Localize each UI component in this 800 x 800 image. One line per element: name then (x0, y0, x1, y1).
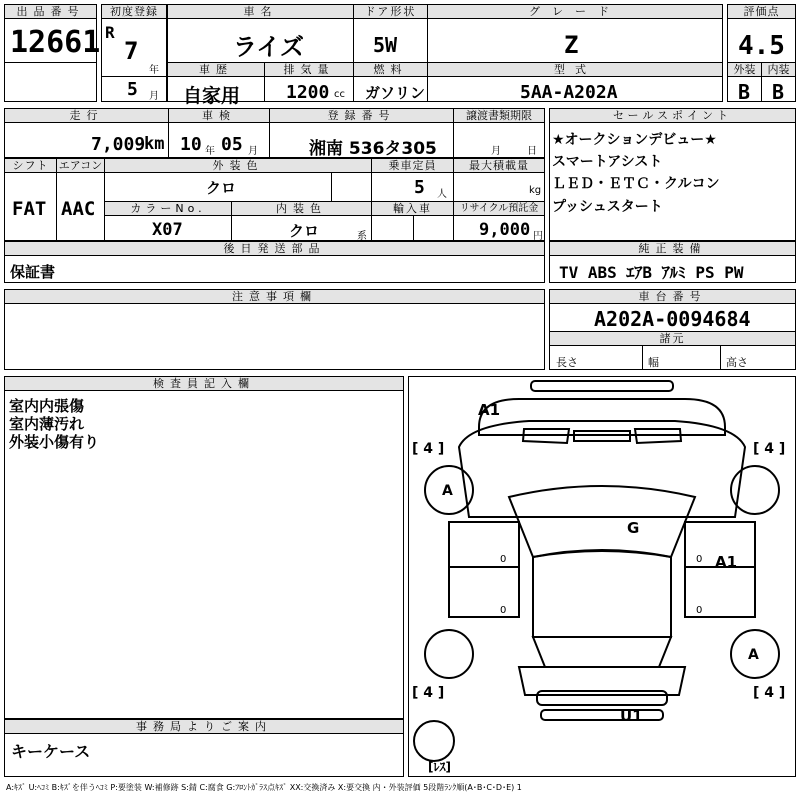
unit-transfer-month: 月 (491, 146, 501, 157)
int-color: クロ (289, 222, 320, 240)
ext-color-header: 外装色 (105, 159, 371, 173)
model-header: 型式 (428, 63, 722, 77)
later-parts-header: 後日発送部品 (5, 242, 544, 256)
fuel: ガソリン (365, 84, 426, 102)
import-header: 輸入車 (372, 202, 453, 216)
chassis-number: A202A-0094684 (594, 307, 751, 331)
spec-width-label: 幅 (648, 356, 659, 369)
unit-person: 人 (437, 189, 447, 200)
lot-number-header: 出品番号 (5, 5, 96, 19)
chassis-block (549, 289, 796, 370)
front-bumper (479, 399, 725, 435)
aircon-header: エアコン (58, 159, 103, 172)
tire-depth-front-left: [ 4 ] (412, 441, 445, 457)
lot-number: 12661 (10, 25, 101, 60)
reg-no-header: 登録番号 (270, 109, 453, 123)
color-no: X07 (152, 220, 183, 240)
capacity: 5 (414, 177, 425, 198)
recycle-deposit: 9,000 (479, 220, 531, 240)
history-header: 車歴 (168, 63, 264, 77)
zero-mark-1: 0 (500, 554, 507, 565)
first-reg-month: 5 (127, 79, 138, 100)
rear-glass (533, 637, 671, 667)
displacement-header: 排気量 (265, 63, 353, 77)
tire-depth-front-right: [ 4 ] (753, 441, 786, 457)
front-door-left (449, 522, 519, 567)
office-note-header: 事務局よりご案内 (5, 720, 403, 734)
shift-header: シフト (5, 159, 56, 173)
mileage-header: 走行 (5, 109, 168, 123)
transfer-header: 譲渡書類期限 (454, 109, 544, 123)
chassis-header: 車台番号 (550, 290, 795, 304)
unit-kei: 系 (357, 231, 367, 242)
model-code: 5AA-A202A (520, 82, 618, 103)
sales-point-header: セールスポイント (550, 109, 795, 123)
interior-grade: B (772, 80, 785, 104)
unit-kg: kg (529, 185, 542, 196)
sales-point-1: ★オークションデビュー★ (552, 132, 717, 148)
inspection-header: 車検 (169, 109, 269, 123)
exterior-grade: B (738, 80, 751, 104)
first-registration-header: 初度登録 (102, 5, 166, 19)
car-name: ライズ (233, 33, 305, 61)
rear-door-left (449, 567, 519, 617)
spec-height-label: 高さ (726, 356, 748, 369)
recycle-header: リサイクル預託金 (454, 202, 544, 216)
spare-tire-label: [ﾚｽ] (428, 760, 451, 774)
inspection-month: 05 (221, 134, 243, 155)
sales-point-2: スマートアシスト (552, 154, 663, 170)
specs-header: 諸元 (550, 332, 795, 346)
unit-year: 年 (149, 65, 159, 76)
zero-mark-4: 0 (696, 605, 703, 616)
damage-label-front-bumper: A1 (478, 401, 501, 419)
rear-bumper-bar (541, 710, 663, 720)
later-parts: 保証書 (10, 263, 56, 281)
unit-year-2: 年 (205, 146, 215, 157)
inspection-year: 10 (180, 134, 202, 155)
front-bumper-bar (531, 381, 673, 391)
later-parts-block (4, 241, 545, 283)
inspector-notes-block (4, 376, 404, 719)
ext-color: クロ (206, 179, 237, 197)
grade: Z (564, 31, 579, 59)
damage-label-right-rear: A (748, 647, 759, 663)
era: R (105, 23, 115, 42)
genuine-equipment-block (549, 241, 796, 283)
aircon: AAC (61, 198, 96, 220)
windshield (509, 486, 695, 557)
sales-point-4: プッシュスタート (552, 199, 663, 215)
unit-month: 月 (149, 91, 159, 102)
genuine-equipment-header: 純正装備 (550, 242, 795, 256)
caution-block (4, 289, 545, 370)
mileage-block (4, 108, 545, 158)
int-color-header: 内装色 (232, 202, 371, 216)
unit-yen: 円 (533, 231, 543, 242)
tire-rear-left (425, 630, 473, 678)
score: 4.5 (738, 31, 785, 61)
mileage: 7,009 (91, 134, 146, 155)
inspector-note-1: 室内内張傷 (9, 397, 85, 415)
genuine-equipment: TV ABS ｴｱB ｱﾙﾐ PS PW (559, 263, 744, 282)
door-header: ドア形状 (354, 5, 427, 19)
office-note: キーケース (11, 742, 91, 761)
capacity-header: 乗車定員 (372, 159, 453, 173)
unit-transfer-day: 日 (527, 146, 537, 157)
zero-mark-3: 0 (696, 554, 703, 565)
tire-depth-rear-left: [ 4 ] (412, 685, 445, 701)
inspector-note-2: 室内薄汚れ (9, 415, 85, 433)
legend: A:ｷｽﾞ U:ﾍｺﾐ B:ｷｽﾞを伴うﾍｺﾐ P:要塗装 W:補修跡 S:錆 C:腐食 G:ﾌﾛﾝﾄｶﾞﾗｽ点ｷｽﾞ XX:交換済み X:要交換 内・外装評価 5段階ﾗﾝｸ順(A･B･C･D･E) 1 (6, 783, 522, 792)
unit-month-2: 月 (248, 146, 258, 157)
spare-tire (414, 721, 454, 761)
interior-header: 内装 (762, 63, 795, 77)
car-name-header: 車名 (168, 5, 353, 19)
displacement: 1200 (286, 82, 330, 103)
damage-label-left-fender: A (442, 483, 453, 499)
door-type: 5W (373, 33, 398, 57)
color-no-header: カラーNo. (105, 202, 231, 216)
max-load-header: 最大積載量 (454, 159, 544, 173)
damage-diagram (408, 376, 796, 777)
sales-point-3: ＬＥＤ・ＥＴＣ・クルコン (552, 176, 720, 192)
history: 自家用 (183, 85, 241, 107)
grade-header: グレード (428, 5, 722, 19)
caution-header: 注意事項欄 (5, 290, 544, 304)
inspector-notes-header: 検査員記入欄 (5, 377, 403, 391)
score-cell (727, 4, 796, 102)
zero-mark-2: 0 (500, 605, 507, 616)
shift: FAT (12, 198, 47, 220)
damage-label-rear-bumper: U1 (620, 707, 643, 725)
rear-bumper (537, 691, 667, 705)
car-info-block (167, 4, 723, 107)
tire-depth-rear-right: [ 4 ] (753, 685, 786, 701)
exterior-header: 外装 (728, 63, 761, 77)
damage-label-right-door: A1 (715, 553, 738, 571)
fuel-header: 燃料 (354, 63, 427, 77)
registration-number: 湘南 536タ305 (309, 139, 437, 159)
roof (533, 551, 671, 637)
first-registration-cell (101, 4, 167, 102)
lot-number-cell (4, 4, 101, 102)
spec-length-label: 長さ (556, 356, 578, 369)
inspector-note-3: 外装小傷有り (9, 433, 100, 451)
unit-cc: cc (334, 89, 345, 100)
first-reg-year: 7 (124, 37, 139, 65)
score-header: 評価点 (728, 5, 795, 19)
office-note-block (4, 719, 404, 777)
sales-point-block (549, 108, 796, 241)
spec-block (4, 158, 545, 241)
unit-km: km (144, 134, 165, 154)
damage-label-windshield: G (627, 519, 640, 537)
